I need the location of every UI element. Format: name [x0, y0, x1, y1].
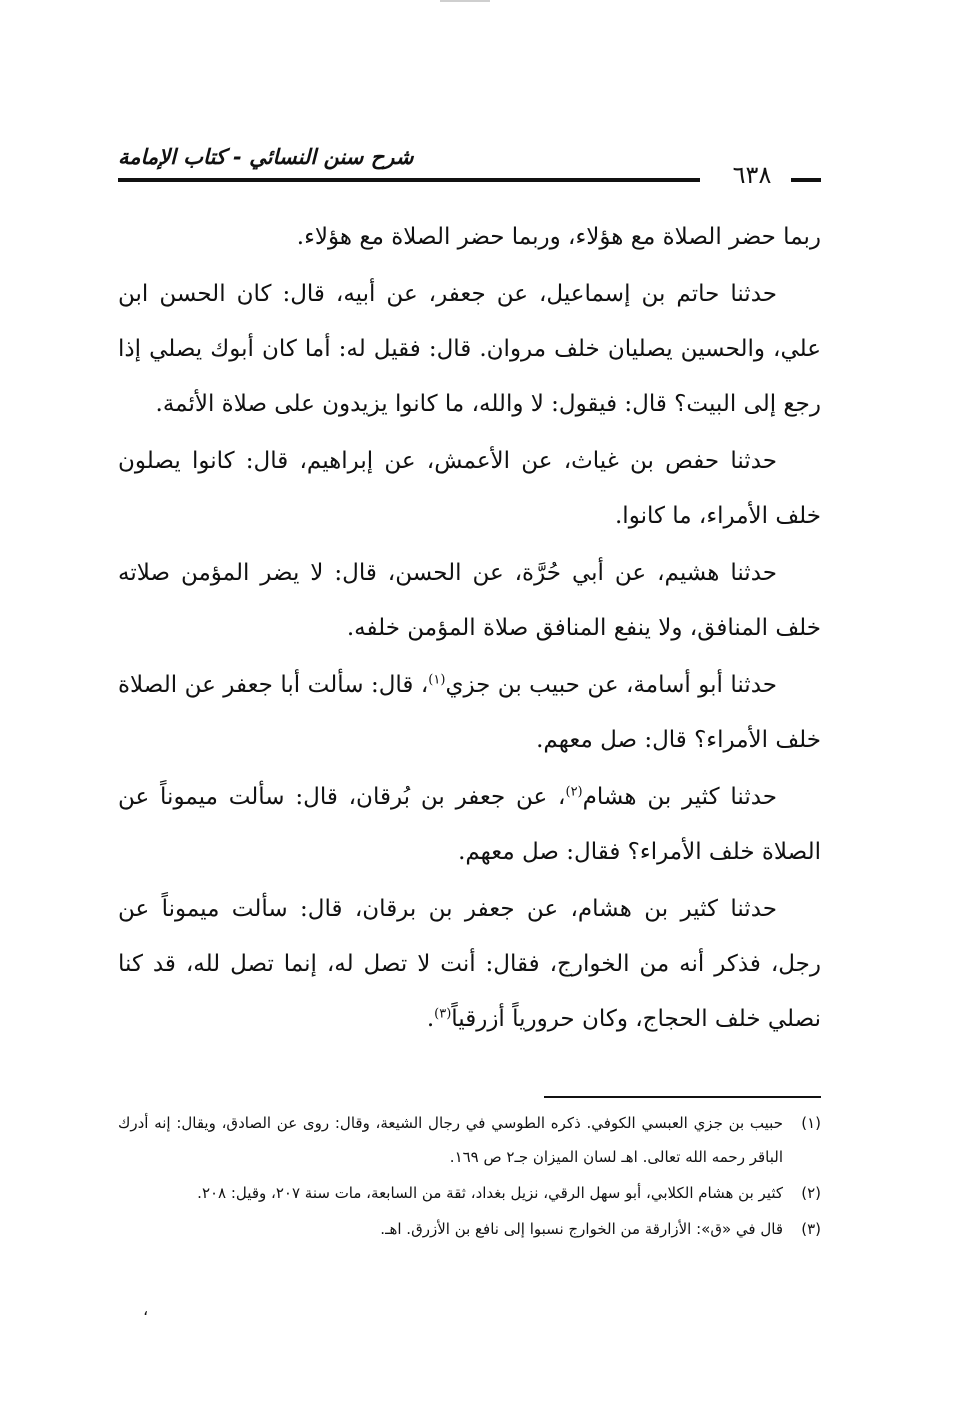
footnotes	[118, 1106, 821, 1248]
paragraph-text: حدثنا أبو أسامة، عن حبيب بن جزي	[445, 672, 777, 698]
paragraph-hadith	[118, 658, 821, 768]
footnote-number: (٢)	[801, 1184, 821, 1202]
scan-edge-mark	[440, 0, 490, 2]
paragraph-text: ، قال: سألت أبا جعفر عن الصلاة خلف الأمراء؟ قال: صل معهم.	[118, 672, 821, 753]
paragraph-continuation: ربما حضر الصلاة مع هؤلاء، وربما حضر الصلاة مع هؤلاء.	[296, 224, 821, 250]
footnote-separator	[544, 1096, 821, 1098]
footnote-text: حبيب بن جزي العبسي الكوفي. ذكره الطوسي في رجال الشيعة، وقال: روى عن الصادق، ويقال: إنه أدرك الباقر رحمه الله تعالى. اهـ لسان الميزان جـ٢ ص ١٦٩.	[118, 1114, 783, 1166]
footnote-number: (١)	[801, 1114, 821, 1132]
paragraph-text: حدثنا كثير بن هشام	[582, 784, 778, 810]
paragraph-text: حدثنا كثير بن هشام، عن جعفر بن برقان، قال: سألت ميموناً عن رجل، فذكر أنه من الخوارج، فقال: أنت لا تصل له، إنما تصل لله، قد كنا نصلي خلف الحجاج، وكان حرورياً أزرقياً	[118, 896, 821, 1032]
paragraph-hadith: حدثنا حاتم بن إسماعيل، عن جعفر، عن أبيه، قال: كان الحسن ابن علي، والحسين يصليان خلف مروان. قال: فقيل له: أما كان أبوك يصلي إذا رجع إلى البيت؟ قال: فيقول: لا والله، ما كانوا يزيدون على صلاة الأئمة.	[118, 281, 821, 417]
footnote	[118, 1176, 821, 1210]
footnote	[118, 1106, 821, 1174]
paragraph-text: ، عن جعفر بن بُرقان، قال: سألت ميموناً عن الصلاة خلف الأمراء؟ فقال: صل معهم.	[118, 784, 821, 865]
paragraph-hadith	[118, 882, 821, 1047]
footnote	[118, 1212, 821, 1246]
paragraph-hadith: حدثنا حفص بن غياث، عن الأعمش، عن إبراهيم، قال: كانوا يصلون خلف الأمراء، ما كانوا.	[118, 448, 821, 529]
page-number-dash	[791, 178, 821, 182]
paragraph-text: .	[426, 1006, 435, 1032]
footnote-ref: (٢)	[565, 784, 583, 800]
paragraph-hadith: حدثنا هشيم، عن أبي حُرَّة، عن الحسن، قال: لا يضر المؤمن صلاته خلف المنافق، ولا ينفع المنافق صلاة المؤمن خلفه.	[118, 560, 821, 641]
main-text	[118, 210, 821, 1049]
page-number: ٦٣٨	[732, 161, 772, 189]
footnote-text: قال في «ق»: الأزارقة من الخوارج نسبوا إلى نافع بن الأزرق. اهـ.	[380, 1220, 783, 1238]
paragraph-hadith	[118, 770, 821, 880]
header-rule	[118, 178, 700, 182]
running-title: شرح سنن النسائي - كتاب الإمامة	[118, 145, 414, 169]
page-header	[118, 138, 821, 188]
footnote-number: (٣)	[801, 1220, 821, 1238]
footnote-text: كثير بن هشام الكلابي، أبو سهل الرقي، نزيل بغداد، ثقة من السابعة، مات سنة ٢٠٧، وقيل: ٢٠٨.	[197, 1184, 783, 1202]
stray-mark: ،	[143, 1300, 149, 1319]
footnote-ref: (١)	[428, 672, 446, 688]
footnote-ref: (٣)	[434, 1006, 452, 1022]
